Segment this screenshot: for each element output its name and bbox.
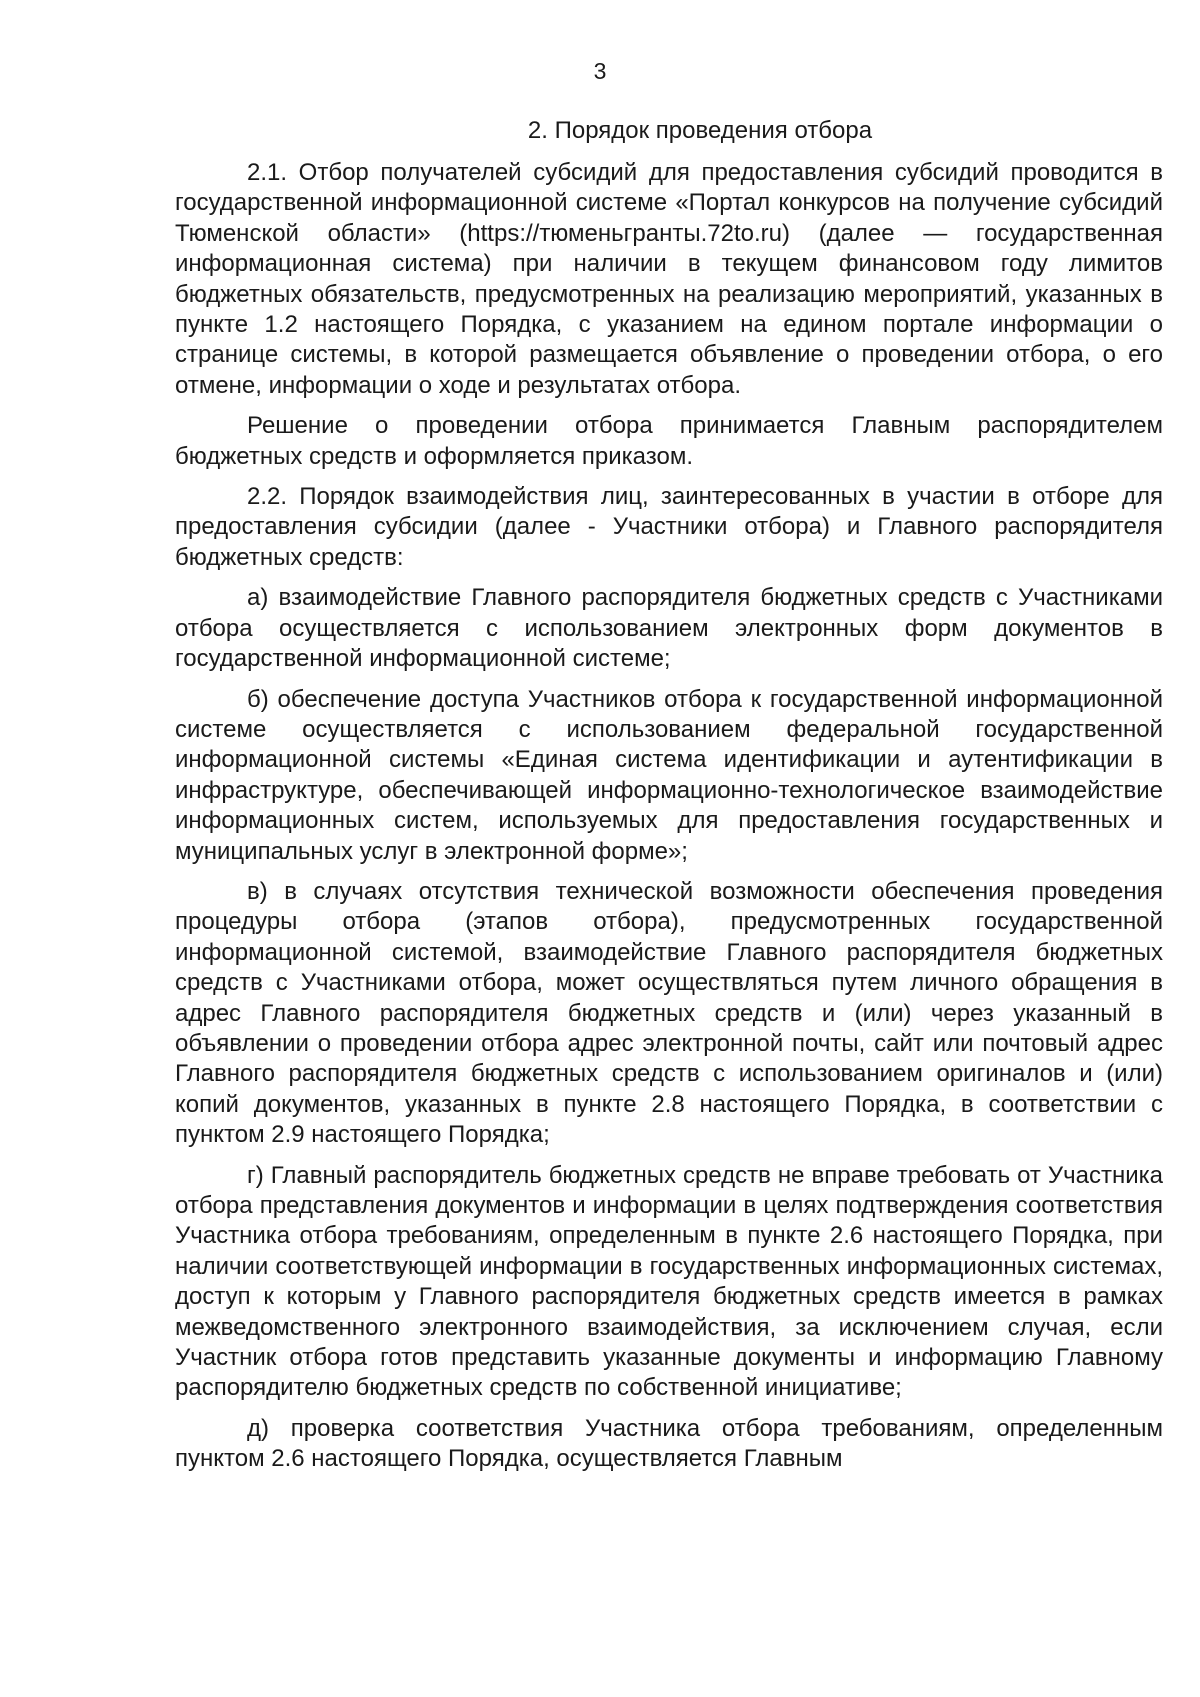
paragraph-item-b: б) обеспечение доступа Участников отбора к государственной информационной системе осуществляется с использованием федеральной государственной информационной системы «Единая система идентификации и аутентификации в инфраструктуре, обеспечивающей информационно-технологическое взаимодействие информационных систем, используемых для предоставления государственных и муниципальных услуг в электронной форме»; [175,685,1163,865]
paragraph-decision: Решение о проведении отбора принимается Главным распорядителем бюджетных средств и оформляется приказом. [175,412,1163,470]
paragraph-2-1: 2.1. Отбор получателей субсидий для предоставления субсидий проводится в государственной информационной системе «Портал конкурсов на получение субсидий Тюменской области» (https://тюменьгранты.72to.ru) (далее — государственная информационная система) при наличии в текущем финансовом году лимитов бюджетных обязательств, предусмотренных на реализацию мероприятий, указанных в пункте 1.2 настоящего Порядка, с указанием на едином портале информации о странице системы, в которой размещается объявление о проведении отбора, о его отмене, информации о ходе и результатах отбора. [175,159,1163,399]
page-number: 3 [593,58,607,84]
paragraph-2-2: 2.2. Порядок взаимодействия лиц, заинтересованных в участии в отборе для предоставления субсидии (далее - Участники отбора) и Главного распорядителя бюджетных средств: [175,483,1163,571]
paragraph-item-v: в) в случаях отсутствия технической возможности обеспечения проведения процедуры отбора (этапов отбора), предусмотренных государственной информационной системой, взаимодействие Главного распорядителя бюджетных средств с Участниками отбора, может осуществляться путем личного обращения в адрес Главного распорядителя бюджетных средств и (или) через указанный в объявлении о проведении отбора адрес электронной почты, сайт или почтовый адрес Главного распорядителя бюджетных средств с использованием оригиналов и (или) копий документов, указанных в пункте 2.8 настоящего Порядка, в соответствии с пунктом 2.9 настоящего Порядка; [175,877,1163,1149]
document-body [175,158,1163,1485]
section-heading: 2. Порядок проведения отбора [527,117,873,144]
paragraph-item-d: д) проверка соответствия Участника отбора требованиям, определенным пунктом 2.6 настоящего Порядка, осуществляется Главным [175,1414,1163,1473]
paragraph-item-a: а) взаимодействие Главного распорядителя бюджетных средств с Участниками отбора осуществляется с использованием электронных форм документов в государственной информационной системе; [175,584,1163,673]
paragraph-item-g: г) Главный распорядитель бюджетных средств не вправе требовать от Участника отбора представления документов и информации в целях подтверждения соответствия Участника отбора требованиям, определенным в пункте 2.6 настоящего Порядка, при наличии соответствующей информации в государственных информационных системах, доступ к которым у Главного распорядителя бюджетных средств имеется в рамках межведомственного электронного взаимодействия, за исключением случая, если Участник отбора готов представить указанные документы и информацию Главному распорядителю бюджетных средств по собственной инициативе; [175,1161,1163,1402]
